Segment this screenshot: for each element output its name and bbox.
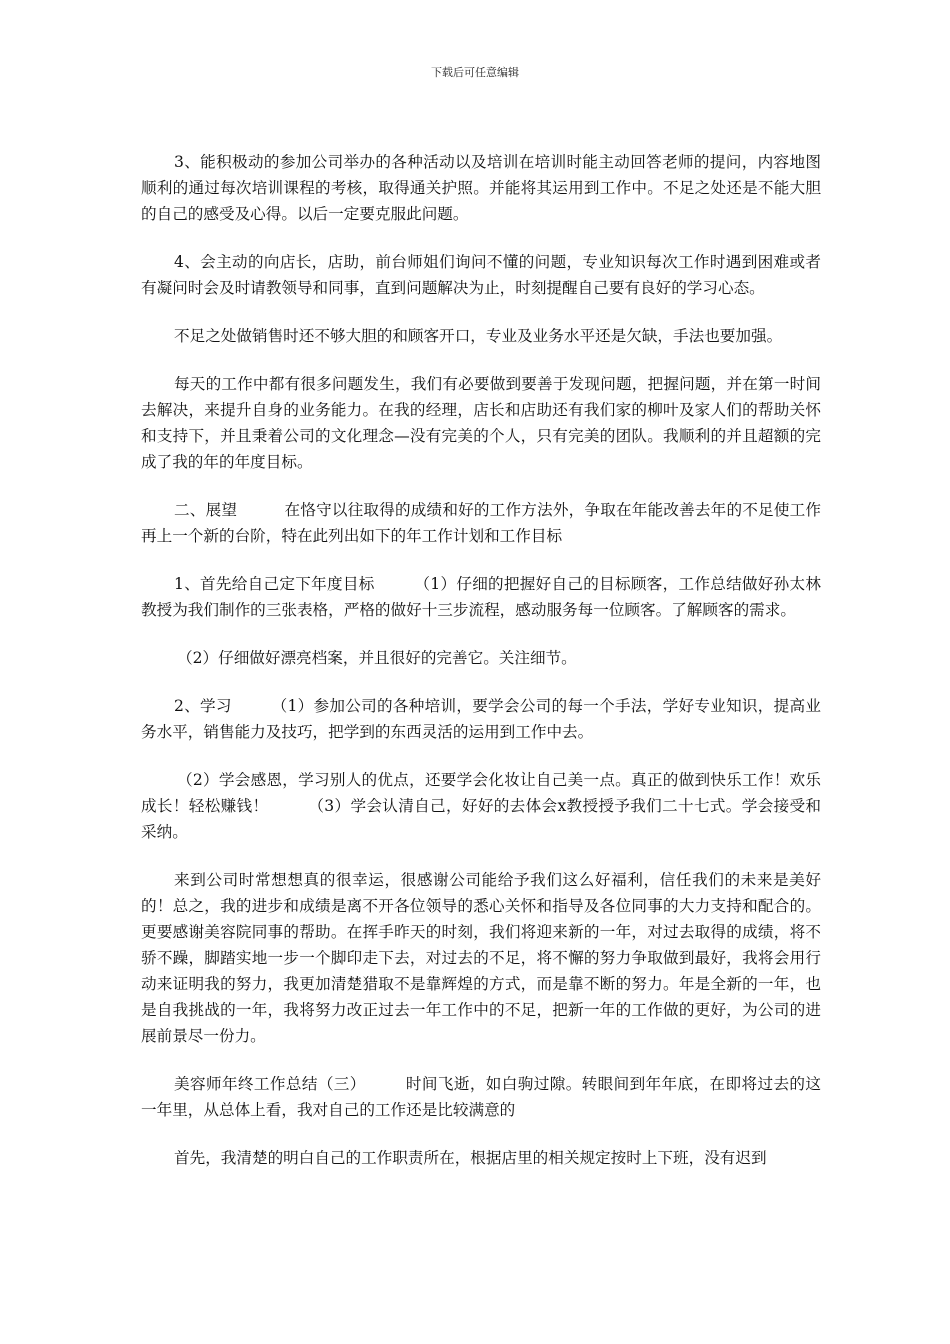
paragraph-study: 2、学习 （1）参加公司的各种培训，要学会公司的每一个手法，学好专业知识，提高业务水平，销售能力及技巧，把学到的东西灵活的运用到工作中去。 [141, 697, 821, 741]
document-body [141, 149, 821, 1193]
paragraph-outlook: 二、展望 在恪守以往取得的成绩和好的工作方法外，争取在年能改善去年的不足使工作再上一个新的台阶，特在此列出如下的年工作计划和工作目标 [141, 501, 821, 545]
paragraph-item-4: 4、会主动的向店长，店助，前台师姐们询问不懂的问题，专业知识每次工作时遇到困难或者有凝问时会及时请教领导和同事，直到问题解决为止，时刻提醒自己要有良好的学习心态。 [141, 253, 821, 297]
paragraph-summary-3-title: 美容师年终工作总结（三） 时间飞逝，如白驹过隙。转眼间到年年底，在即将过去的这一年里，从总体上看，我对自己的工作还是比较满意的 [141, 1075, 821, 1119]
paragraph-goal-1-sub-2: （2）仔细做好漂亮档案，并且很好的完善它。关注细节。 [177, 649, 577, 667]
paragraph-gratitude: 来到公司时常想想真的很幸运，很感谢公司能给予我们这么好福利，信任我们的未来是美好的！总之，我的进步和成绩是离不开各位领导的悉心关怀和指导及各位同事的大力支持和配合的。更要感谢美容院同事的帮助。在挥手昨天的时刻，我们将迎来新的一年，对过去取得的成绩，将不骄不躁，脚踏实地一步一个脚印走下去，对过去的不足，将不懈的努力争取做到最好，我将会用行动来证明我的努力，我更加清楚猎取不是靠辉煌的方式，而是靠不断的努力。年是全新的一年，也是自我挑战的一年，我将努力改正过去一年工作中的不足，把新一年的工作做的更好，为公司的进展前景尽一份力。 [141, 871, 821, 1045]
paragraph-item-3: 3、能积极动的参加公司举办的各种活动以及培训在培训时能主动回答老师的提问，内容地图顺利的通过每次培训课程的考核，取得通关护照。并能将其运用到工作中。不足之处还是不能大胆的自己的感受及心得。以后一定要克服此问题。 [141, 153, 821, 223]
page-header: 下载后可任意编辑 [431, 66, 519, 79]
paragraph-daily-work: 每天的工作中都有很多问题发生，我们有必要做到要善于发现问题，把握问题，并在第一时间去解决，来提升自身的业务能力。在我的经理，店长和店助还有我们家的柳叶及家人们的帮助关怀和支持下，并且秉着公司的文化理念—没有完美的个人，只有完美的团队。我顺利的并且超额的完成了我的年的年度目标。 [141, 375, 821, 471]
paragraph-first: 首先，我清楚的明白自己的工作职责所在，根据店里的相关规定按时上下班，没有迟到 [174, 1149, 767, 1167]
paragraph-shortcomings: 不足之处做销售时还不够大胆的和顾客开口，专业及业务水平还是欠缺，手法也要加强。 [174, 327, 783, 345]
paragraph-study-sub-2: （2）学会感恩，学习别人的优点，还要学会化妆让自己美一点。真正的做到快乐工作！欢乐成长！轻松赚钱！ （3）学会认清自己，好好的去体会x教授授予我们二十七式。学会接受和采纳。 [141, 771, 821, 841]
paragraph-goal-1: 1、首先给自己定下年度目标 （1）仔细的把握好自己的目标顾客，工作总结做好孙太林教授为我们制作的三张表格，严格的做好十三步流程，感动服务每一位顾客。了解顾客的需求。 [141, 575, 821, 619]
